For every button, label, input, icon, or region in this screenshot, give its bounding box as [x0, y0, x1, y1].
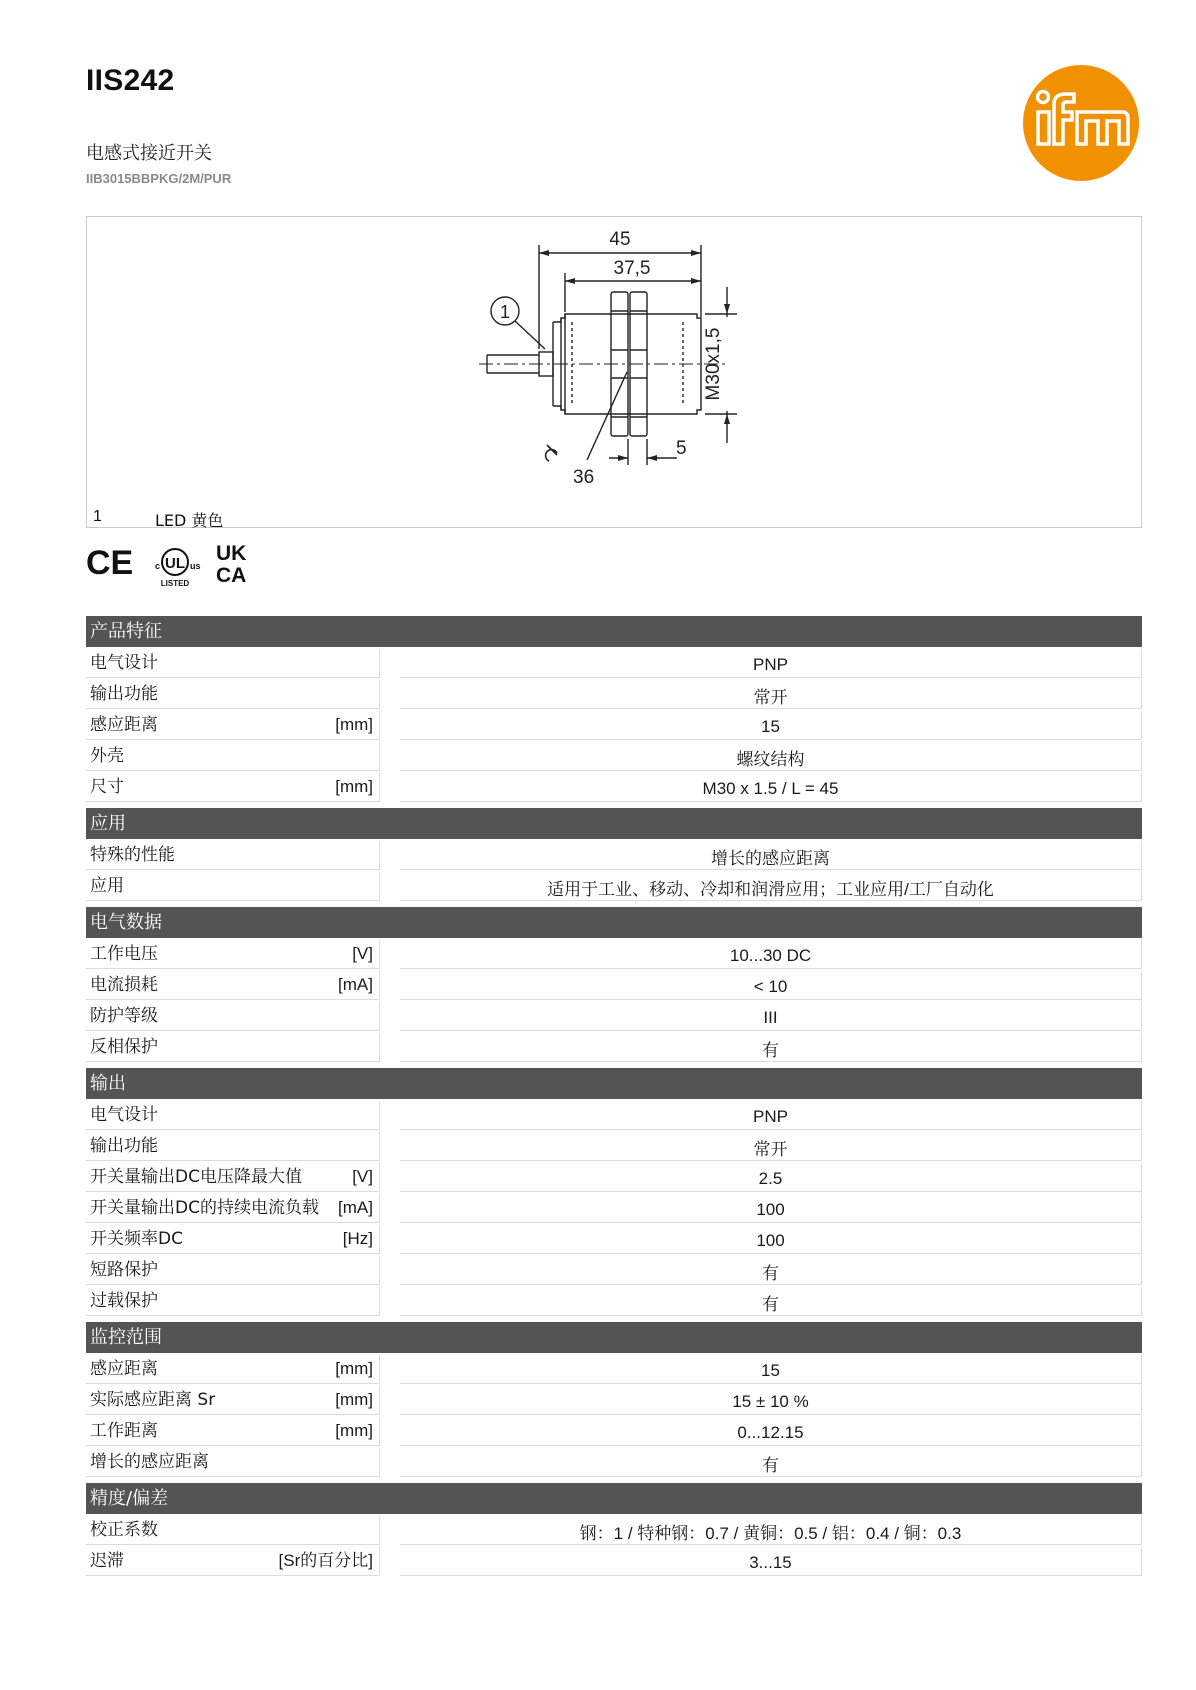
legend-text: LED 黄色 [155, 511, 224, 530]
spec-row [86, 1516, 1142, 1545]
product-id: IIS242 [86, 64, 175, 97]
cell-gap [380, 773, 400, 802]
label-cell [86, 1033, 380, 1062]
cell-gap [380, 841, 400, 870]
spec-label: 外壳 [90, 746, 124, 766]
svg-text:UK: UK [216, 542, 247, 565]
spec-section [86, 1483, 1142, 1576]
spec-row [86, 680, 1142, 709]
spec-row [86, 1101, 1142, 1130]
label-cell [86, 1225, 380, 1254]
spec-label: 工作电压 [90, 944, 158, 964]
spec-label: 防护等级 [90, 1006, 158, 1026]
label-cell [86, 940, 380, 969]
dim-wrench: 36 [573, 467, 595, 488]
spec-unit: [mA] [338, 975, 373, 994]
spec-label: 实际感应距离 Sr [90, 1390, 216, 1410]
cell-gap [380, 711, 400, 740]
spec-value: M30 x 1.5 / L = 45 [400, 773, 1142, 802]
cell-gap [380, 1547, 400, 1576]
spec-value: 适用于工业、移动、冷却和润滑应用；工业应用/工厂自动化 [400, 872, 1142, 901]
label-cell [86, 649, 380, 678]
spec-value: 有 [400, 1256, 1142, 1285]
spec-value: 有 [400, 1287, 1142, 1316]
spec-row [86, 971, 1142, 1000]
section-header: 产品特征 [86, 616, 1142, 647]
label-cell [86, 1256, 380, 1285]
cell-gap [380, 1256, 400, 1285]
spec-value: 10...30 DC [400, 940, 1142, 969]
sensor-drawing-svg [87, 217, 1143, 529]
label-cell [86, 1417, 380, 1446]
product-description: 电感式接近开关 [86, 143, 212, 164]
label-cell [86, 742, 380, 771]
ifm-logo [1022, 64, 1140, 182]
spec-row [86, 1448, 1142, 1477]
label-cell [86, 711, 380, 740]
spec-row [86, 1547, 1142, 1576]
spec-row [86, 1355, 1142, 1384]
spec-row [86, 649, 1142, 678]
spec-label: 输出功能 [90, 684, 158, 704]
spec-label: 工作距离 [90, 1421, 158, 1441]
article-code: IIB3015BBPKG/2M/PUR [86, 171, 232, 186]
dim-thread: M30x1,5 [703, 327, 724, 401]
label-cell [86, 1547, 380, 1576]
spec-value: 3...15 [400, 1547, 1142, 1576]
section-header: 精度/偏差 [86, 1483, 1142, 1514]
spec-row [86, 1386, 1142, 1415]
spec-value: 常开 [400, 1132, 1142, 1161]
dim-length-thread: 37,5 [613, 258, 651, 279]
svg-text:CE: CE [86, 544, 134, 582]
cell-gap [380, 680, 400, 709]
spec-label: 电气设计 [90, 1105, 158, 1125]
ul-listed-icon [155, 549, 201, 588]
cell-gap [380, 1033, 400, 1062]
cell-gap [380, 940, 400, 969]
spec-label: 过载保护 [90, 1291, 158, 1311]
svg-text:c: c [155, 561, 161, 571]
label-cell [86, 1101, 380, 1130]
spec-unit: [mm] [335, 1359, 373, 1378]
svg-text:LISTED: LISTED [160, 579, 190, 588]
spec-section [86, 808, 1142, 901]
spec-unit: [Hz] [342, 1229, 373, 1248]
spec-section [86, 1322, 1142, 1477]
cell-gap [380, 1225, 400, 1254]
label-cell [86, 1194, 380, 1223]
spec-row [86, 1287, 1142, 1316]
spec-label: 感应距离 [90, 715, 158, 735]
spec-label: 电流损耗 [90, 975, 158, 995]
label-cell [86, 872, 380, 901]
cell-gap [380, 1194, 400, 1223]
spec-row [86, 1256, 1142, 1285]
spec-unit: [V] [352, 1167, 373, 1186]
cell-gap [380, 1002, 400, 1031]
section-header: 电气数据 [86, 907, 1142, 938]
dim-nut: 5 [676, 438, 687, 459]
spec-label: 应用 [90, 876, 124, 896]
spec-label: 迟滞 [90, 1551, 124, 1571]
spec-value: 15 [400, 1355, 1142, 1384]
dimension-drawing [86, 216, 1142, 528]
spec-row [86, 711, 1142, 740]
spec-unit: [mm] [335, 777, 373, 796]
label-cell [86, 1355, 380, 1384]
spec-value: 常开 [400, 680, 1142, 709]
spec-row [86, 841, 1142, 870]
spec-value: 螺纹结构 [400, 742, 1142, 771]
spec-row [86, 872, 1142, 901]
spec-unit: [mm] [335, 1421, 373, 1440]
svg-text:CA: CA [216, 564, 247, 587]
section-header: 监控范围 [86, 1322, 1142, 1353]
spec-row [86, 940, 1142, 969]
spec-value: < 10 [400, 971, 1142, 1000]
spec-label: 校正系数 [90, 1520, 158, 1540]
svg-text:us: us [190, 561, 201, 571]
spec-value: 有 [400, 1033, 1142, 1062]
spec-label: 增长的感应距离 [90, 1452, 209, 1472]
dim-length-total: 45 [609, 229, 631, 250]
spec-row [86, 1194, 1142, 1223]
spec-value: 有 [400, 1448, 1142, 1477]
spec-row [86, 1225, 1142, 1254]
spec-section [86, 616, 1142, 802]
cell-gap [380, 872, 400, 901]
cell-gap [380, 1101, 400, 1130]
spec-value: 100 [400, 1225, 1142, 1254]
spec-value: PNP [400, 649, 1142, 678]
spec-row [86, 1417, 1142, 1446]
spec-unit: [mm] [335, 715, 373, 734]
spec-row [86, 742, 1142, 771]
section-header: 应用 [86, 808, 1142, 839]
spec-label: 尺寸 [90, 777, 124, 797]
spec-label: 电气设计 [90, 653, 158, 673]
page-bottom-margin [0, 1588, 1196, 1690]
spec-label: 开关频率DC [90, 1229, 183, 1249]
spec-value: 钢：1 / 特种钢：0.7 / 黄铜：0.5 / 铝：0.4 / 铜：0.3 [400, 1516, 1142, 1545]
spec-row [86, 1033, 1142, 1062]
label-cell [86, 1002, 380, 1031]
cell-gap [380, 1355, 400, 1384]
spec-row [86, 773, 1142, 802]
label-cell [86, 1386, 380, 1415]
label-cell [86, 1163, 380, 1192]
cell-gap [380, 1132, 400, 1161]
spec-unit: [Sr的百分比] [278, 1551, 373, 1570]
svg-text:ifm: ifm [1022, 64, 1024, 65]
section-header: 输出 [86, 1068, 1142, 1099]
spec-row [86, 1132, 1142, 1161]
spec-value: 15 [400, 711, 1142, 740]
spec-label: 反相保护 [90, 1037, 158, 1057]
spec-label: 特殊的性能 [90, 845, 175, 865]
cell-gap [380, 971, 400, 1000]
cell-gap [380, 1163, 400, 1192]
label-cell [86, 1448, 380, 1477]
label-cell [86, 680, 380, 709]
svg-text:UL: UL [165, 555, 185, 572]
spec-section [86, 907, 1142, 1062]
cell-gap [380, 1417, 400, 1446]
spec-row [86, 1002, 1142, 1031]
spec-label: 短路保护 [90, 1260, 158, 1280]
certification-logos [86, 538, 266, 588]
spec-row [86, 1163, 1142, 1192]
spec-value: PNP [400, 1101, 1142, 1130]
spec-label: 输出功能 [90, 1136, 158, 1156]
wrench-icon [546, 445, 557, 461]
ukca-mark-icon [216, 542, 246, 587]
spec-unit: [V] [352, 944, 373, 963]
legend-number: 1 [93, 508, 102, 525]
label-cell [86, 1516, 380, 1545]
label-cell [86, 773, 380, 802]
spec-unit: [mA] [338, 1198, 373, 1217]
spec-section [86, 1068, 1142, 1316]
marker-1: 1 [499, 302, 511, 322]
specification-table [86, 616, 1142, 1576]
cell-gap [380, 1516, 400, 1545]
cell-gap [380, 649, 400, 678]
label-cell [86, 1287, 380, 1316]
cell-gap [380, 742, 400, 771]
spec-value: 2.5 [400, 1163, 1142, 1192]
cell-gap [380, 1386, 400, 1415]
label-cell [86, 841, 380, 870]
cell-gap [380, 1448, 400, 1477]
ce-mark-icon [86, 544, 133, 582]
spec-label: 开关量输出DC电压降最大值 [90, 1167, 302, 1187]
spec-value: 增长的感应距离 [400, 841, 1142, 870]
spec-value: 100 [400, 1194, 1142, 1223]
label-cell [86, 1132, 380, 1161]
spec-label: 开关量输出DC的持续电流负载 [90, 1198, 319, 1218]
spec-value: 0...12.15 [400, 1417, 1142, 1446]
cell-gap [380, 1287, 400, 1316]
spec-value: 15 ± 10 % [400, 1386, 1142, 1415]
spec-label: 感应距离 [90, 1359, 158, 1379]
label-cell [86, 971, 380, 1000]
spec-unit: [mm] [335, 1390, 373, 1409]
spec-value: III [400, 1002, 1142, 1031]
